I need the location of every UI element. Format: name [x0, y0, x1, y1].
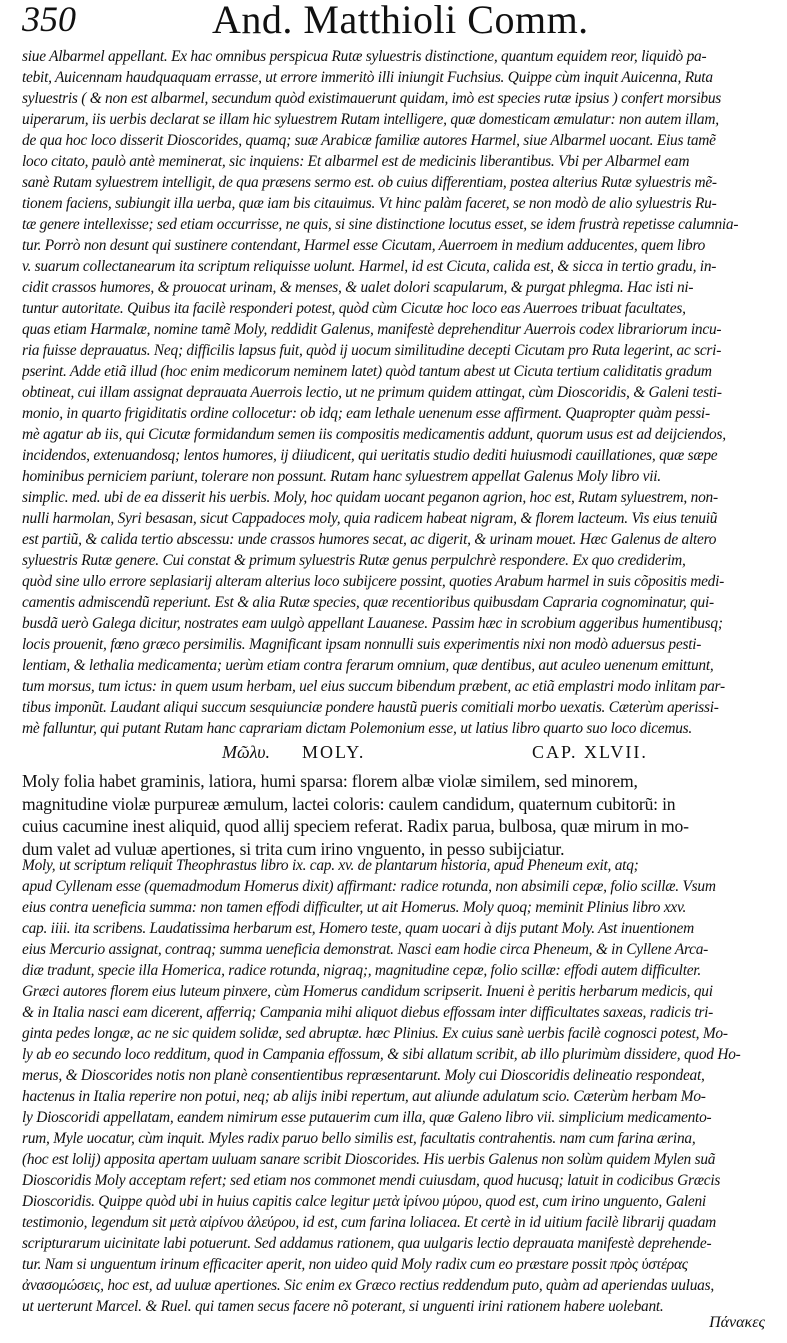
page-number: 350 [22, 0, 76, 39]
commentary-bottom [22, 855, 770, 1317]
text-line: simplic. med. ubi de ea disserit his uerbis. Moly, hoc quidam uocant peganon agrion, hoc est, Rutam syluestrem, non- [22, 489, 718, 506]
text-line: camentis admiscendũ reperiunt. Est & alia Rutæ species, quæ recentioribus quibusdam Capraria cognominatur, qui- [22, 594, 714, 611]
text-line: hactenus in Italia reperire non potui, neq; ab alijs inibi repertum, aut aliunde adulatum scio. Cæterùm herbam Mo- [22, 1088, 706, 1105]
text-line: scripturarum uicinitate labi potuerunt. Sed addamus rationem, qua uulgaris lectio deprauata manifestè deprehende- [22, 1235, 712, 1252]
text-line: diæ tradunt, specie illa Homerica, radice rotunda, nigraq;, magnitudine cepæ, folio scillæ: effodi autem difficulter. [22, 962, 701, 979]
text-line: syluestris Rutæ genere. Cui constat & primum syluestris Rutæ genus perpulchrè respondere. Ex quo crediderim, [22, 552, 686, 569]
chapter-greek-name: Μῶλυ. [222, 742, 270, 762]
text-line: locis prouenit, fœno græco persimilis. Magnificant ipsam nonnulli suis experimentis nixi non modò aduersus pesti- [22, 636, 702, 653]
text-line: & in Italia nasci eam dicerent, afferriq; Campania mihi aliquot diebus effossam inter difficultates saxeas, radicis tri- [22, 1004, 714, 1021]
text-line: uiperarum, iis uerbis declarat se illam hic syluestrem Rutam intelligere, quæ domesticam æmulatur: non autem illam, [22, 111, 719, 128]
text-line: cap. iiii. ita scribens. Laudatissima herbarum est, Homero teste, quam uocari à dijs putant Moly. Ast inuentionem [22, 920, 694, 937]
text-line: de qua hoc loco disserit Dioscorides, quamq; suæ Arabicæ familiæ autores Harmel, siue Albarmel uocant. Eius tamẽ [22, 132, 716, 149]
text-line: testimonio, legendum sit μετὰ αἰρίνου ἀλεύρου, id est, cum farina loliacea. Et certè in id uitium facilè librarij quadam [22, 1214, 717, 1231]
text-line: mè falluntur, qui putant Rutam hanc caprariam dictam Polemonium esse, ut latius libro quarto suo loco dicemus. [22, 720, 693, 737]
text-line: dum valet ad vuluæ apertiones, si trita cum irino vnguento, in pesso subijciatur. [22, 838, 565, 859]
text-line: sanè Rutam syluestrem intelligit, de qua præsens sermo est. ob cuius differentiam, postea alterius Rutæ syluestris mẽ- [22, 174, 717, 191]
text-line: Moly folia habet graminis, latiora, humi sparsa: florem albæ violæ similem, sed minorem, [22, 771, 638, 791]
text-line: tionem faciens, subiungit illa uerba, quæ iam bis citauimus. Vt hinc palàm faceret, se non modò de alio syluestris Ru- [22, 195, 717, 212]
text-line: magnitudine violæ purpureæ æmulum, lactei coloris: caulem candidum, quaternum cubitorũ: in [22, 793, 676, 814]
chapter-heading [22, 742, 770, 766]
text-line: quas etiam Harmalæ, nomine tamẽ Moly, reddidit Galenus, manifestè deprehenditur Auerrois codex librariorum incu- [22, 321, 722, 338]
text-line: tibus imponũt. Laudant aliqui succum sesquiunciæ pondere haustũ pueris comitiali morbo uexatis. Cæterùm aperissi- [22, 699, 719, 716]
text-line: tur. Porrò non desunt qui sustinere contendant, Harmel esse Cicutam, Auerroem in medium adducentes, quem libro [22, 237, 706, 254]
running-title: And. Matthioli Comm. [212, 0, 589, 42]
page-header [22, 0, 767, 44]
text-line: merus, & Dioscorides notis non planè consentientibus repræsentarunt. Moly cui Dioscoridis delineatio respondeat, [22, 1067, 705, 1084]
text-line: rum, Myle uocatur, cùm inquit. Myles radix paruo bello similis est, facultatis contrahentis. nam cum farina ærina, [22, 1130, 696, 1147]
text-line: ἀνασομώσεις, hoc est, ad uuluæ apertiones. Sic enim ex Græco rectius reddendum puto, quàm ad aperiendas uuluas, [22, 1277, 714, 1294]
text-line: nulli harmolan, Syri besasan, sicut Cappadoces moly, quia radicem habeat nigram, & florem lacteum. Vis eius tenuiũ [22, 510, 718, 527]
text-line: incidendos, extenuandosq; lentos humores, ij diiudicent, qui ueritatis studio dediti huiusmodi cauillationes, quæ sæpe [22, 447, 718, 464]
text-line: Dioscoridis. Quippe quòd ubi in huius capitis calce legitur μετὰ ἰρίνου μύρου, quod est, cum irino unguento, Galeni [22, 1193, 706, 1210]
text-line: est partiũ, & calida tertio abscessu: unde crassos humores secat, ac digerit, & urinam mouet. Hæc Galenus de altero [22, 531, 717, 548]
text-line: tuntur autoritate. Quibus ita facilè responderi potest, quòd cùm Cicutæ hoc loco eas Auerroes tribuat facultates, [22, 300, 686, 317]
text-line: quòd sine ullo errore seplasiarij alteram alterius loco subijcere possint, quoties Arabum harmel in suis cõpositis medi- [22, 573, 725, 590]
text-line: busdã uerò Galega dicitur, nostrates eam uulgò appellant Lauanese. Passim hæc in scrobium aggeribus humentibusq; [22, 615, 723, 632]
dioscorides-text [22, 770, 770, 860]
text-line: lentiam, & lethalia medicamenta; uerùm etiam contra ferarum omnium, quæ dentibus, aut aculeo uenenum emittunt, [22, 657, 714, 674]
text-line: monio, in quarto frigiditatis ordine collocetur: ob idq; eam lethale uenenum esse affirment. Quapropter quàm pessi- [22, 405, 710, 422]
text-line: tur. Nam si unguentum irinum efficaciter aperit, non uideo quid Moly radix cum eo præstare possit πρὸς ὑστέρας [22, 1256, 688, 1273]
text-line: cidit crassos humores, & prouocat urinam, & menses, & ualet dolori scapularum, & purgat phlegma. Hac isti ni- [22, 279, 694, 296]
text-line: ly Dioscoridi appellatam, eandem nimirum esse putauerim cum illa, quæ Galeno libro vii. simplicium medicamento- [22, 1109, 712, 1126]
text-line: pserint. Adde etiã illud (hoc enim medicorum neminem latet) quòd tantum abest ut Cicuta tertium caliditatis gradum [22, 363, 712, 380]
text-line: eius contra ueneficia summa: non tamen effodi difficulter, ut ait Homerus. Moly quoq; meminit Plinius libro xxv. [22, 899, 687, 916]
text-line: tæ genere intellexisse; sed etiam occurrisse, ne quis, si sine distinctione locutus esset, se idem frustrà repetisse calumnia- [22, 216, 739, 233]
text-line: hominibus perniciem pariunt, tolerare non possunt. Rutam hanc syluestrem appellat Galenus Moly libro vii. [22, 468, 661, 485]
text-line: mè agatur ab iis, qui Cicutæ formidandum semen iis compositis medicamentis addunt, quorum usus est ad deijciendos, [22, 426, 726, 443]
text-line: ginta pedes longæ, ac ne sic quidem solidæ, sed abruptæ. hæc Plinius. Ex cuius sanè uerbis facilè cognosci potest, Mo- [22, 1025, 728, 1042]
text-line: siue Albarmel appellant. Ex hac omnibus perspicua Rutæ syluestris distinctione, quantum equidem reor, liquidò pa- [22, 48, 707, 65]
text-line: ly ab eo secundo loco redditum, quod in Campania effossum, & sibi allatum scribit, ab illo plurimùm dissidere, quod Ho- [22, 1046, 741, 1063]
text-line: tum morsus, tum ictus: in quem usum herbam, uel eius succum bibendum præbent, ac etiã emplastri modo inlitam par- [22, 678, 725, 695]
text-line: Dioscoridis Moly acceptam refert; sed etiam nos commonet mendi cuiusdam, quod hucusq; latuit in codicibus Græcis [22, 1172, 721, 1189]
text-line: v. suarum collectanearum ita scriptum reliquisse uolunt. Harmel, id est Cicuta, calida est, & sicca in tertio gradu, in- [22, 258, 717, 275]
text-line: syluestris ( & non est albarmel, secundum quòd existimauerunt quidam, imò est species rutæ ipsius ) confert morsibus [22, 90, 722, 107]
text-line: cuius cacumine inest aliquid, quod allij speciem referat. Radix parua, bulbosa, quæ mirum in mo- [22, 816, 689, 836]
chapter-number: CAP. XLVII. [532, 742, 648, 762]
text-line: obtineat, cui illam assignat deprauata Auerrois lectio, ut ne primum quidem attingat, cùm Dioscoridis, & Galeni testi- [22, 384, 722, 401]
text-line: tebit, Auicennam haudquaquam errasse, ut errore immeritò illi iniungit Fuchsius. Quippe cùm inquit Auicenna, Ruta [22, 69, 713, 86]
chapter-latin-name: MOLY. [302, 742, 366, 762]
commentary-top [22, 46, 770, 739]
text-line: apud Cyllenam esse (quemadmodum Homerus dixit) affirmant: radice rotunda, non absimili cepæ, folio scillæ. Vsum [22, 878, 716, 895]
text-line: loco citato, paulò antè meminerat, sic inquiens: Et albarmel est de medicinis liberantibus. Vbi per Albarmel eam [22, 153, 690, 170]
text-line: Moly, ut scriptum reliquit Theophrastus libro ix. cap. xv. de plantarum historia, apud Pheneum exit, atq; [22, 857, 639, 874]
text-line: ria fuisse deprauatus. Neq; difficilis lapsus fuit, quòd ij uocum similitudine decepti Cicutam pro Ruta legerint, ac scri- [22, 342, 722, 359]
text-line: eius Mercurio assignat, contraq; summa ueneficia demonstrat. Nasci eam hodie circa Pheneum, & in Cyllene Arca- [22, 941, 709, 958]
text-line: (hoc est lolij) apposita apertam uuluam sanare scribit Dioscorides. His uerbis Galenus non solùm quidem Mylen suã [22, 1151, 716, 1168]
text-line: Græci autores florem eius luteum pinxere, cùm Homerus candidum scripserit. Inueni è peritis herbarum medicis, qui [22, 983, 713, 1000]
text-line: ut uerterunt Marcel. & Ruel. qui tamen secus facere nõ poterant, si unguenti irini rationem habere uolebant. [22, 1298, 664, 1315]
catchword: Πάνακες [709, 1314, 765, 1331]
